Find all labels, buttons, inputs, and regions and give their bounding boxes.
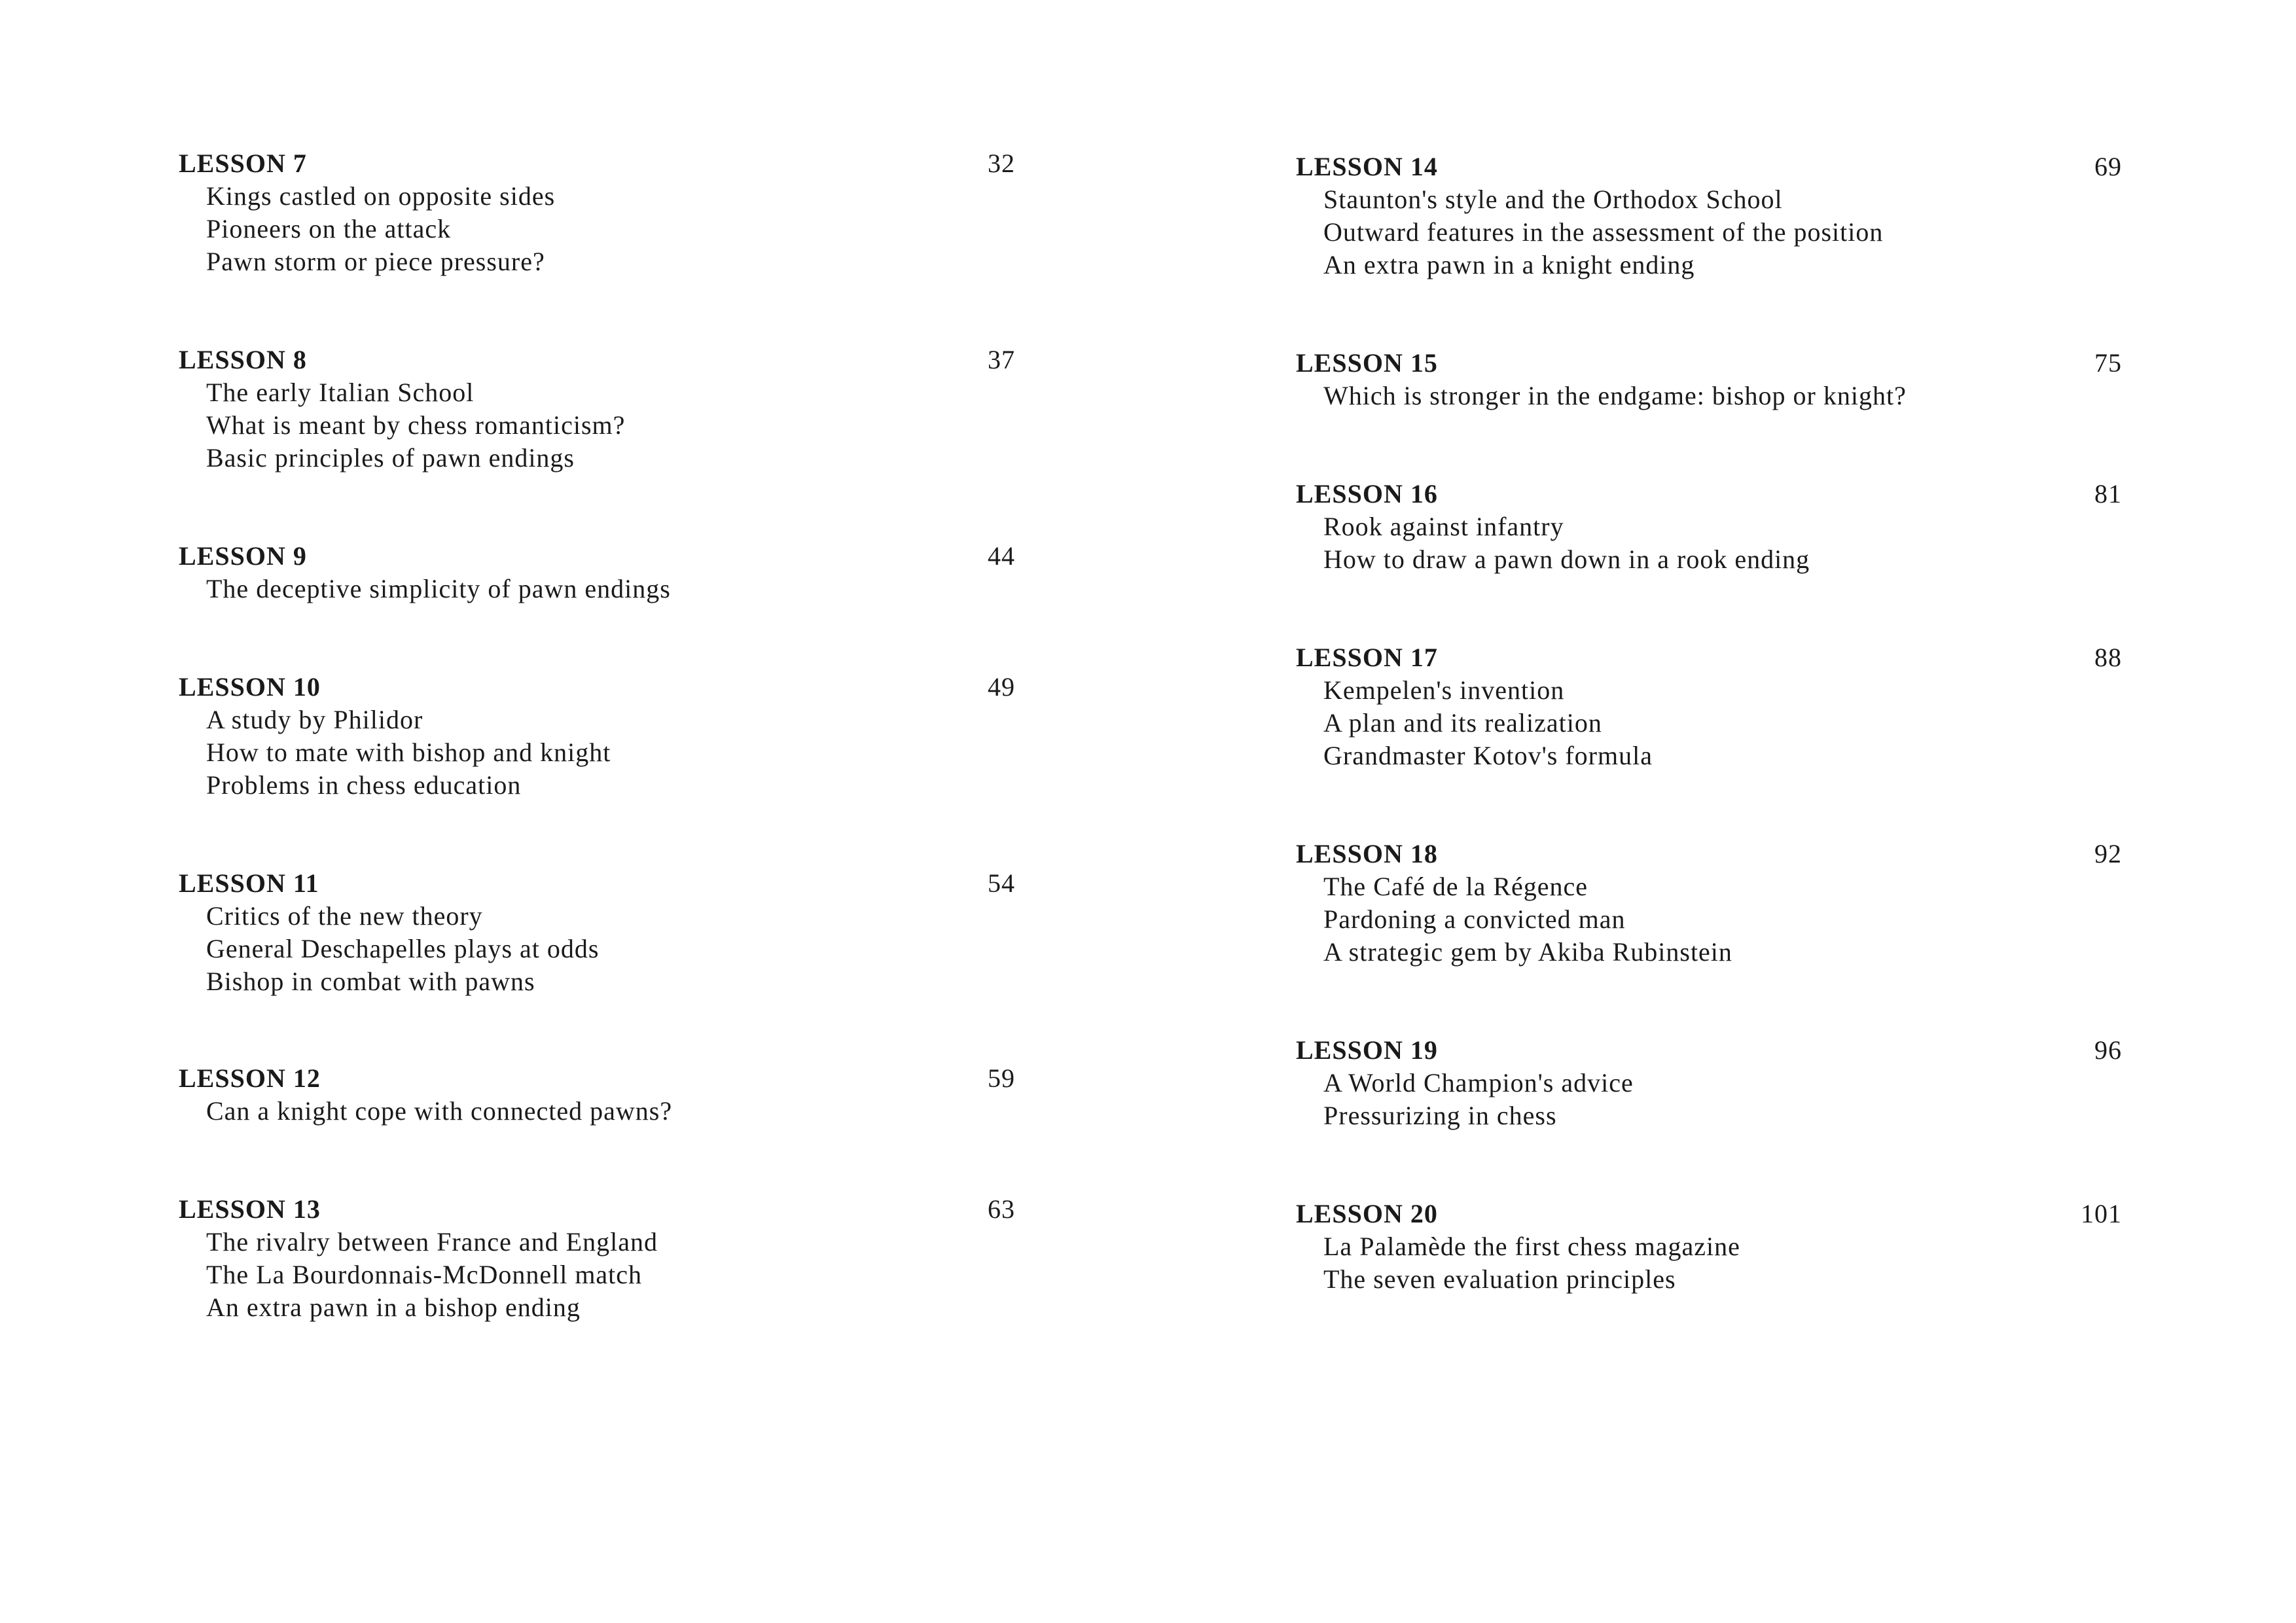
toc-entry-lesson-8 [179,344,1015,474]
topic-item: Grandmaster Kotov's formula [1323,741,1653,770]
toc-entry-lesson-16 [1296,478,2122,576]
lesson-page-number: 75 [2094,348,2122,378]
topic-item: Bishop in combat with pawns [206,967,535,996]
lesson-title: LESSON 16 [1296,479,1438,508]
toc-entry-lesson-10 [179,671,1015,802]
lesson-title: LESSON 9 [179,541,307,571]
topic-item: The deceptive simplicity of pawn endings [206,574,671,603]
lesson-title: LESSON 12 [179,1063,321,1093]
lesson-title: LESSON 18 [1296,839,1438,868]
toc-entry-lesson-11 [179,867,1015,998]
topic-item: A strategic gem by Akiba Rubinstein [1323,937,1732,967]
lesson-title: LESSON 19 [1296,1035,1438,1065]
lesson-page-number: 37 [988,345,1015,374]
lesson-page-number: 101 [2081,1199,2122,1228]
lesson-page-number: 69 [2094,152,2122,181]
topic-list [179,1226,1015,1324]
topic-list [1296,1230,2122,1296]
topic-item: Outward features in the assessment of the position [1323,217,1884,247]
lesson-page-number: 44 [988,541,1015,571]
toc-entry-lesson-12 [179,1062,1015,1128]
topic-item: A study by Philidor [206,705,423,734]
toc-entry-lesson-19 [1296,1034,2122,1132]
topic-item: Kings castled on opposite sides [206,181,556,211]
topic-item: Pardoning a convicted man [1323,904,1626,934]
topic-list [1296,380,2122,412]
topic-item: The La Bourdonnais-McDonnell match [206,1260,643,1289]
lesson-title: LESSON 11 [179,868,319,898]
topic-list [1296,1067,2122,1132]
lesson-page-number: 59 [988,1063,1015,1093]
toc-entry-lesson-17 [1296,641,2122,772]
topic-list [179,376,1015,474]
topic-item: An extra pawn in a knight ending [1323,250,1695,279]
lesson-title: LESSON 17 [1296,643,1438,672]
lesson-title: LESSON 14 [1296,152,1438,181]
lesson-page-number: 92 [2094,839,2122,868]
topic-list [179,573,1015,605]
topic-item: Which is stronger in the endgame: bishop or knight? [1323,381,1907,410]
topic-item: What is meant by chess romanticism? [206,410,626,440]
topic-item: The seven evaluation principles [1323,1264,1676,1294]
topic-item: The early Italian School [206,378,475,407]
lesson-page-number: 63 [988,1194,1015,1224]
topic-list [1296,870,2122,969]
lesson-title: LESSON 15 [1296,348,1438,378]
lesson-title: LESSON 7 [179,149,307,178]
lesson-page-number: 81 [2094,479,2122,508]
topic-list [1296,183,2122,281]
lesson-page-number: 32 [988,149,1015,178]
topic-item: A World Champion's advice [1323,1068,1634,1097]
topic-item: Problems in chess education [206,770,522,800]
topic-item: La Palamède the first chess magazine [1323,1232,1740,1261]
topic-list [179,900,1015,998]
topic-item: How to mate with bishop and knight [206,738,611,767]
topic-item: Pioneers on the attack [206,214,452,243]
topic-list [179,180,1015,278]
topic-item: Can a knight cope with connected pawns? [206,1096,673,1126]
topic-item: A plan and its realization [1323,708,1602,738]
topic-item: The rivalry between France and England [206,1227,658,1257]
toc-entry-lesson-7 [179,147,1015,278]
toc-entry-lesson-18 [1296,838,2122,969]
topic-item: General Deschapelles plays at odds [206,934,600,963]
lesson-title: LESSON 13 [179,1194,321,1224]
topic-item: Kempelen's invention [1323,675,1565,705]
toc-entry-lesson-9 [179,540,1015,605]
topic-item: Critics of the new theory [206,901,483,931]
toc-entry-lesson-15 [1296,347,2122,412]
lesson-title: LESSON 20 [1296,1199,1438,1228]
lesson-page-number: 54 [988,868,1015,898]
topic-item: How to draw a pawn down in a rook ending [1323,544,1810,574]
topic-item: Rook against infantry [1323,512,1564,541]
topic-item: An extra pawn in a bishop ending [206,1293,581,1322]
topic-item: The Café de la Régence [1323,872,1588,901]
lesson-page-number: 96 [2094,1035,2122,1065]
toc-entry-lesson-14 [1296,151,2122,281]
toc-entry-lesson-13 [179,1193,1015,1324]
topic-list [179,704,1015,802]
topic-item: Pawn storm or piece pressure? [206,247,545,276]
topic-item: Basic principles of pawn endings [206,443,575,473]
lesson-page-number: 88 [2094,643,2122,672]
lesson-title: LESSON 10 [179,672,321,702]
lesson-title: LESSON 8 [179,345,307,374]
topic-item: Pressurizing in chess [1323,1101,1557,1130]
lesson-page-number: 49 [988,672,1015,702]
topic-list [1296,674,2122,772]
topic-item: Staunton's style and the Orthodox School [1323,185,1783,214]
toc-entry-lesson-20 [1296,1198,2122,1296]
topic-list [1296,510,2122,576]
topic-list [179,1095,1015,1128]
